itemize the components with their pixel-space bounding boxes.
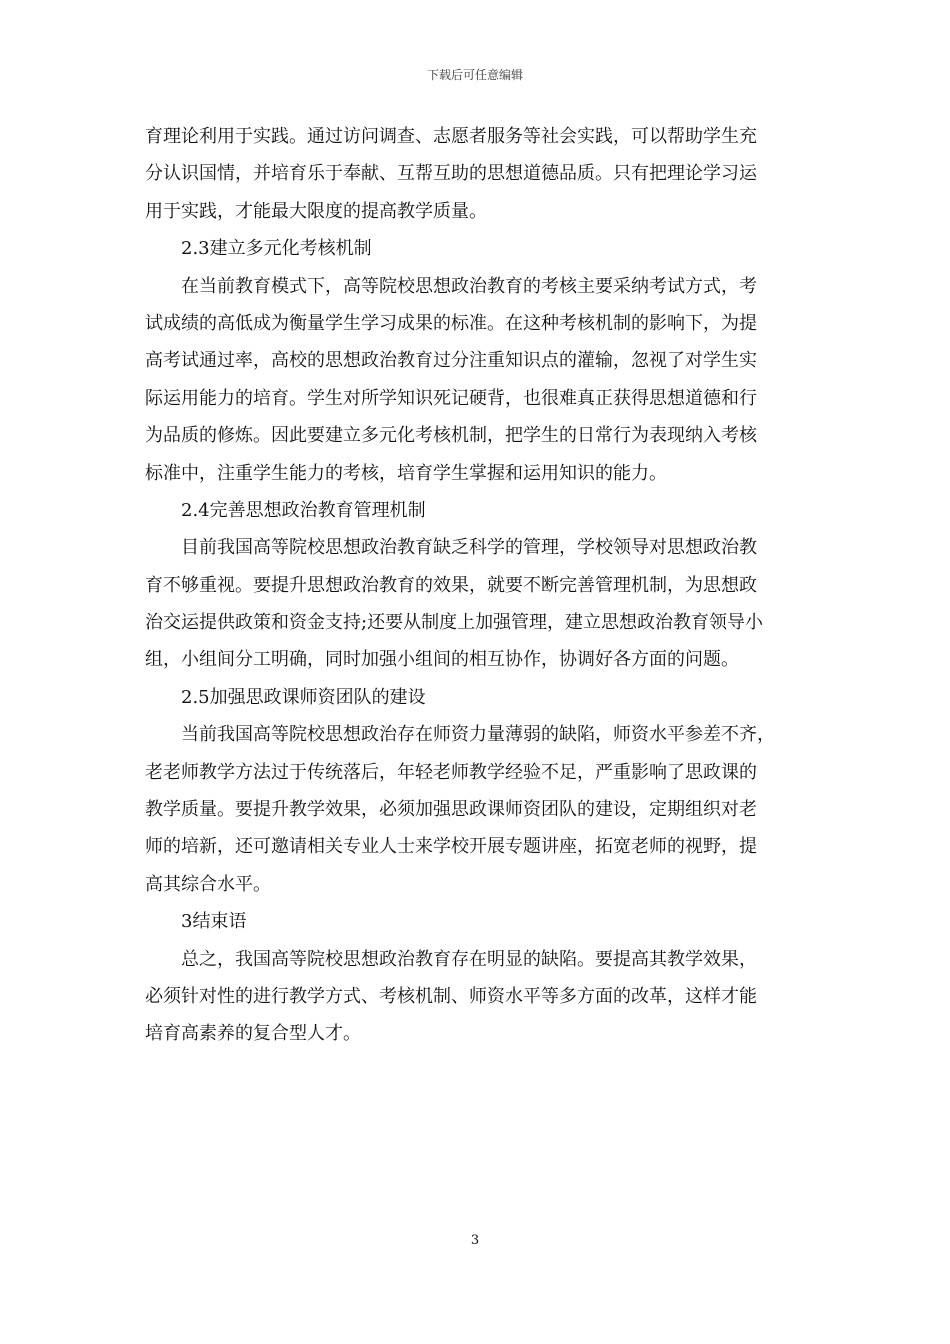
section-heading-2-4: 2.4完善思想政治教育管理机制	[181, 499, 426, 521]
section-heading-2-3: 2.3建立多元化考核机制	[181, 238, 372, 260]
paragraph-line: 在当前教育模式下，高等院校思想政治教育的考核主要采纳考试方式，考	[181, 275, 757, 297]
paragraph-line: 必须针对性的进行教学方式、考核机制、师资水平等多方面的改革，这样才能	[145, 985, 757, 1007]
paragraph-line: 用于实践，才能最大限度的提高教学质量。	[145, 200, 487, 222]
paragraph-line: 总之，我国高等院校思想政治教育存在明显的缺陷。要提高其教学效果，	[181, 948, 757, 970]
paragraph-line: 为品质的修炼。因此要建立多元化考核机制，把学生的日常行为表现纳入考核	[145, 425, 757, 447]
paragraph-line: 老老师教学方法过于传统落后，年轻老师教学经验不足，严重影响了思政课的	[145, 761, 757, 783]
section-heading-2-5: 2.5加强思政课师资团队的建设	[181, 686, 426, 708]
paragraph-line: 治交运提供政策和资金支持;还要从制度上加强管理，建立思想政治教育领导小	[145, 612, 764, 634]
paragraph-line: 试成绩的高低成为衡量学生学习成果的标准。在这种考核机制的影响下，为提	[145, 312, 757, 334]
paragraph-line: 高其综合水平。	[145, 873, 271, 895]
paragraph-line: 育不够重视。要提升思想政治教育的效果，就要不断完善管理机制，为思想政	[145, 574, 757, 596]
paragraph-assessment	[145, 268, 807, 492]
paragraph-line: 高考试通过率，高校的思想政治教育过分注重知识点的灌输，忽视了对学生实	[145, 350, 757, 372]
paragraph-teachers	[145, 716, 807, 903]
paragraph-line: 际运用能力的培育。学生对所学知识死记硬背，也很难真正获得思想道德和行	[145, 387, 757, 409]
paragraph-practice	[145, 118, 807, 230]
paragraph-line: 目前我国高等院校思想政治教育缺乏科学的管理，学校领导对思想政治教	[181, 537, 757, 559]
page-header: 下载后可任意编辑	[426, 68, 523, 82]
paragraph-line: 教学质量。要提升教学效果，必须加强思政课师资团队的建设，定期组织对老	[145, 799, 757, 821]
section-heading-3: 3结束语	[181, 911, 247, 933]
paragraph-line: 培育高素养的复合型人才。	[145, 1023, 361, 1045]
paragraph-line: 分认识国情，并培育乐于奉献、互帮互助的思想道德品质。只有把理论学习运	[145, 163, 757, 185]
paragraph-management	[145, 529, 807, 679]
paragraph-conclusion	[145, 941, 807, 1053]
document-body	[145, 118, 807, 1053]
page-number: 3	[470, 1233, 480, 1248]
paragraph-line: 标准中，注重学生能力的考核，培育学生掌握和运用知识的能力。	[145, 462, 667, 484]
paragraph-line: 当前我国高等院校思想政治存在师资力量薄弱的缺陷，师资水平参差不齐，	[181, 724, 775, 746]
paragraph-line: 组，小组间分工明确，同时加强小组间的相互协作，协调好各方面的问题。	[145, 649, 739, 671]
paragraph-line: 育理论利用于实践。通过访问调查、志愿者服务等社会实践，可以帮助学生充	[145, 126, 757, 147]
paragraph-line: 师的培新，还可邀请相关专业人士来学校开展专题讲座，拓宽老师的视野，提	[145, 836, 757, 858]
